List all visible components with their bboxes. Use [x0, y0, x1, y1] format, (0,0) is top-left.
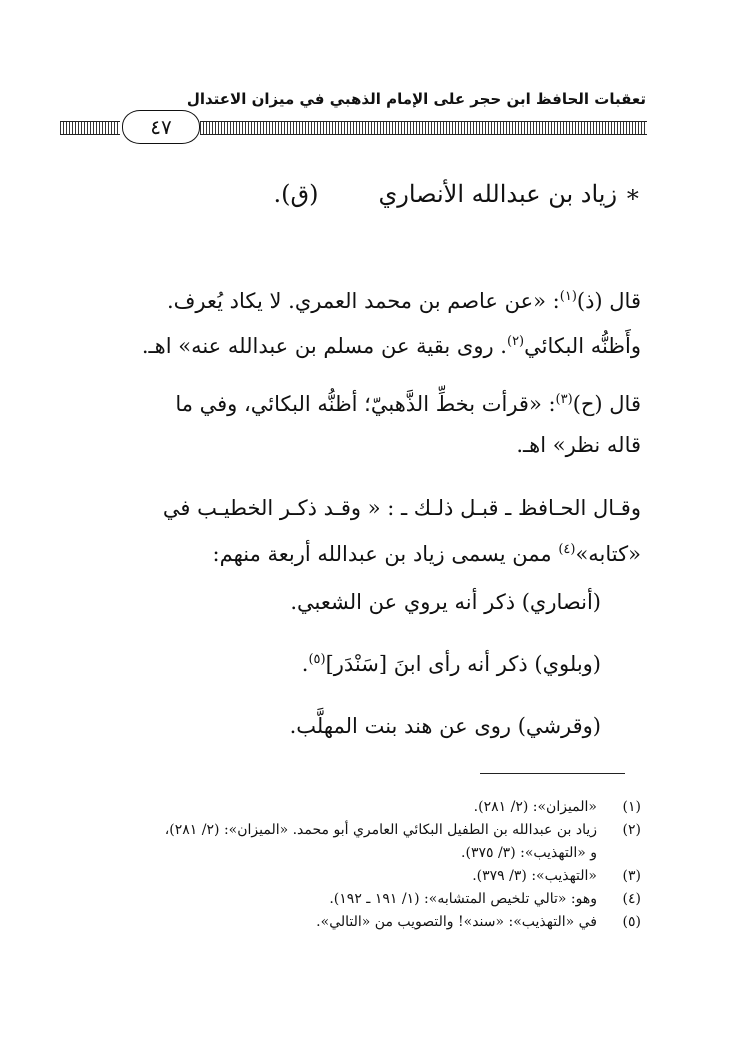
- footnote: (٥) في «التهذيب»: «سند»! والتصويب من «التالي».: [316, 914, 641, 930]
- page-number: ٤٧: [122, 110, 200, 144]
- footnote: (٢) زياد بن عبدالله بن الطفيل البكائي العامري أبو محمد. «الميزان»: (٢/ ٢٨١)،: [164, 822, 641, 838]
- footnote: (٣) «التهذيب»: (٣/ ٣٧٩).: [472, 868, 641, 884]
- paragraph-line: وأَظنُّه البكائي$^{(٢)}$. روى بقية عن مسلم بن عبدالله عنه» اهـ.: [141, 334, 641, 358]
- footnote: (١) «الميزان»: (٢/ ٢٨١).: [473, 799, 641, 815]
- paragraph-line: وقـال الحـافظ ـ قبـل ذلـك ـ : « وقـد ذكـر الخطيـب في: [162, 496, 641, 520]
- header-rule-left: [60, 121, 120, 135]
- paragraph-line: قاله نظر» اهـ.: [516, 433, 641, 457]
- list-item: (وبلوي) ذكر أنه رأى ابنَ [سَنْدَر]$^{(٥)}$.: [301, 652, 601, 676]
- paragraph-line: قال (ذ)$^{(١)}$: «عن عاصم بن محمد العمري. لا يكاد يُعرف.: [166, 289, 641, 313]
- list-item: (أنصاري) ذكر أنه يروي عن الشعبي.: [290, 590, 601, 614]
- footnote-continuation: و «التهذيب»: (٣/ ٣٧٥).: [461, 845, 597, 861]
- list-item: (وقرشي) روى عن هند بنت المهلَّب.: [289, 714, 601, 738]
- entry-heading: [273, 180, 641, 208]
- entry-heading-name: ∗ زياد بن عبدالله الأنصاري: [378, 180, 641, 208]
- paragraph-line: قال (ح)$^{(٣)}$: «قرأت بخطِّ الذَّهبيّ؛ أظنُّه البكائي، وفي ما: [175, 392, 641, 416]
- footnotes: [81, 796, 641, 934]
- header-rule-right: [200, 121, 647, 135]
- footnote-separator: [480, 773, 625, 774]
- running-title: تعقبات الحافظ ابن حجر على الإمام الذهبي في ميزان الاعتدال: [186, 90, 646, 108]
- paragraph-line: «كتابه»$^{(٤)}$ ممن يسمى زياد بن عبدالله أربعة منهم:: [212, 542, 641, 566]
- footnote: (٤) وهو: «تالي تلخيص المتشابه»: (١/ ١٩١ ـ ١٩٢).: [329, 891, 641, 907]
- entry-heading-code: (ق).: [273, 180, 319, 208]
